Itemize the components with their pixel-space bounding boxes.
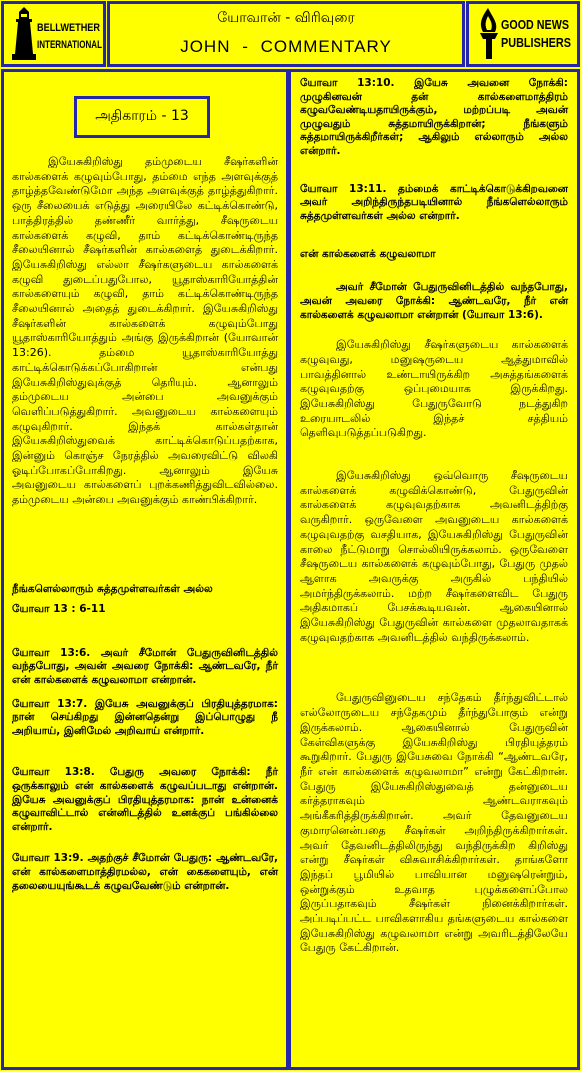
section-reference: யோவா 13 : 6-11 bbox=[12, 602, 106, 615]
title-english: JOHN - COMMENTARY bbox=[180, 37, 392, 56]
logo-right-line1: GOOD NEWS bbox=[501, 17, 570, 32]
verse-13-7: யோவா 13:7. இயேசு அவனுக்குப் பிரதியுத்தரமாக: நான் செய்கிறது இன்னதென்று இப்பொழுது நீ அறியாய், இனிமேல் அறிவாய் என்றார். bbox=[12, 697, 278, 737]
good-news-logo-graphic bbox=[469, 4, 577, 64]
chapter-label: அதிகாரம் - 13 bbox=[95, 108, 189, 124]
right-column bbox=[288, 69, 580, 1070]
logo-right-line2: PUBLISHERS bbox=[501, 35, 572, 50]
bellwether-logo-graphic bbox=[4, 4, 103, 64]
torch-icon bbox=[480, 8, 498, 59]
good-news-logo bbox=[466, 1, 580, 67]
commentary-paragraph: பேதுருவினுடைய சந்தேகம் தீர்ந்துவிட்டால் எல்லோருடைய சந்தேகமும் தீர்ந்துபோகும் என்று இருக்கலாம். ஆகையினால் பேதுருவின் கேள்விகளுக்கு இயேசுகிறிஸ்து பிரதியுத்தரம் கூறுகிறார். பேதுரு இயேசுவை நோக்கி “ஆண்டவரே, நீர் என் கால்களைக் கழுவலாமா” என்று கேட்கிறான். பேதுரு இயேசுகிறிஸ்துவைத் தன்னுடைய கர்த்தராகவும் ஆண்டவராகவும் அங்கீகரித்திருக்கிறான். அவர் தேவனுடைய குமாரனென்பதை சீஷர்கள் அறிந்திருக்கிறார்கள். அவர் தேவனிடத்திலிருந்து வந்திருக்கிற கிறிஸ்து என்று சீஷர்கள் விசுவாசிக்கிறார்கள். தாங்களோ இந்தப் பூமியில் பாவியான மனுஷரென்றும், ஒன்றுக்கும் உதவாத புழுக்களைப்போல இருப்பதாகவும் சீஷர்கள் நினைக்கிறார்கள். அப்படிப்பட்ட பாவிகளாகிய தங்களுடைய கால்களை இயேசுகிறிஸ்து கழுவலாமா என்று அவரிடத்திலேயே பேதுரு கேட்கிறான். bbox=[300, 691, 568, 955]
verse-13-11: யோவா 13:11. தம்மைக் காட்டிக்கொடுக்கிறவனை அவர் அறிந்திருந்தபடியினால் நீங்களெல்லாரும் சுத்தமுள்ளவர்கள் அல்ல என்றார். bbox=[300, 182, 568, 222]
subheading: என் கால்களைக் கழுவலாமா bbox=[300, 248, 436, 261]
commentary-paragraph: இயேசுகிறிஸ்து சீஷர்களுடைய கால்களைக் கழுவுவது, மனுஷருடைய ஆத்துமாவில் பாவத்தினால் உண்டாயிருக்கிற அசுத்தங்களைக் கழுவுவதற்கு ஒப்புமையாக இருக்கிறது. இயேசுகிறிஸ்து பேதுருவோடு நடத்துகிற உரையாடலில் இந்தச் சத்தியம் தெளிவுபடுத்தப்படுகிறது. bbox=[300, 338, 568, 440]
verse-13-10: யோவா 13:10. இயேசு அவனை நோக்கி: முழுகினவன் தன் கால்களைமாத்திரம் கழுவவேண்டியதாயிருக்கும், மற்றப்படி அவன் முழுவதும் சுத்தமாயிருக்கிறான்; நீங்களும் சுத்தமாயிருக்கிறீர்கள்; ஆகிலும் எல்லாரும் அல்ல என்றார். bbox=[300, 77, 568, 157]
section-heading: நீங்களெல்லாரும் சுத்தமுள்ளவர்கள் அல்ல bbox=[12, 582, 213, 595]
chapter-box bbox=[74, 96, 210, 138]
lighthouse-icon bbox=[12, 7, 36, 60]
intro-paragraph: இயேசுகிறிஸ்து தம்முடைய சீஷர்களின் கால்களைக் கழுவும்போது, தம்மை எந்த அளவுக்குத் தாழ்த்தவேண்டுமோ அந்த அளவுக்குத் தாழ்த்துகிறார். ஒரு சீலையைக் எடுத்து அரையிலே கட்டிக்கொண்டு, பாத்திரத்தில் தண்ணீர் வார்த்து, சீஷருடைய கால்களைக் கழுவி, தாம் கட்டிக்கொண்டிருந்த சீலையினால் சீஷர்களின் கால்களைத் துடைக்கிறார். இயேசுகிறிஸ்து எல்லா சீஷர்களுடைய கால்களைக் கழுவி துடைப்பதுபோல, யூதாஸ்காரியோத்தின் கால்களையும் கழுவி, தாம் கட்டிக்கொண்டிருந்த சீலையினால் அதைத் துடைக்கிறார். இயேசுகிறிஸ்து சீஷர்களின் கால்களைக் கழுவும்போது யூதாஸ்காரியோத்தும் அங்கு இருக்கிறான் (யோவான் 13:26). தம்மை யூதாஸ்காரியோத்து காட்டிக்கொடுக்கப்போகிறான் என்பது இயேசுகிறிஸ்துவுக்குத் தெரியும். ஆனாலும் தம்முடைய அன்பை அவனுக்கும் வெளிப்படுத்துகிறார். அவனுடைய கால்களையும் கழுவுகிறார். இந்தக் கால்கள்தான் இயேசுகிறிஸ்துவைக் காட்டிக்கொடுப்பதற்காக, இன்னும் கொஞ்ச நேரத்தில் அவரைவிட்டு விலகி ஓடிப்போகப்போகிறது. ஆனாலும் இயேசு அவனுடைய கால்களைப் புறக்கணித்துவிடவில்லை. தம்முடைய அன்பை அவனுக்கும் காண்பிக்கிறார். bbox=[12, 155, 278, 507]
left-column bbox=[1, 69, 289, 1070]
verse-13-6: யோவா 13:6. அவர் சீமோன் பேதுருவினிடத்தில் வந்தபோது, அவன் அவரை நோக்கி: ஆண்டவரே, நீர் என் கால்களைக் கழுவலாமா என்றான். bbox=[12, 646, 278, 687]
logo-left-line1: BELLWETHER bbox=[37, 22, 101, 34]
bellwether-logo bbox=[1, 1, 106, 67]
header-title-box bbox=[107, 1, 465, 67]
quote-verse: அவர் சீமோன் பேதுருவினிடத்தில் வந்தபோது, அவன் அவரை நோக்கி: ஆண்டவரே, நீர் என் கால்களைக் கழுவலாமா என்றான் (யோவா 13:6). bbox=[300, 281, 568, 321]
verse-13-9: யோவா 13:9. அதற்குச் சீமோன் பேதுரு: ஆண்டவரே, என் கால்களைமாத்திரமல்ல, என் கைகளையும், என் தலையையுங்கூடக் கழுவவேண்டும் என்றான். bbox=[12, 852, 278, 892]
commentary-paragraph: இயேசுகிறிஸ்து ஒவ்வொரு சீஷருடைய கால்களைக் கழுவிக்கொண்டு, பேதுருவின் கால்களைக் கழுவுவதற்காக அவனிடத்திற்கு வருகிறார். ஒருவேளை அவனுடைய கால்களைக் கழுவுவதற்கு வசதியாக, இயேசுகிறிஸ்து பேதுருவின் காலை நீட்டுமாறு சொல்லியிருக்கலாம். ஒருவேளை சீஷருடைய கால்களைக் கழுவும்போது, பேதுரு முதல் ஆளாக அவருக்கு அருகில் பந்தியில் அமர்ந்திருக்கலாம். மற்ற சீஷர்களைவிட பேதுரு அதிகமாகப் பேசக்கூடியவன். ஆகையினால் இயேசுகிறிஸ்து பேதுருவின் கால்களை முதலாவதாகக் கழுவுவதற்காக அவனிடத்தில் வந்திருக்கலாம். bbox=[300, 469, 568, 644]
title-tamil: யோவான் - விரிவுரை bbox=[217, 10, 355, 26]
verse-13-8: யோவா 13:8. பேதுரு அவரை நோக்கி: நீர் ஒருக்காலும் என் கால்களைக் கழுவப்படாது என்றான். இயேசு அவனுக்குப் பிரதியுத்தரமாக: நான் உன்னைக் கழுவாவிட்டால் என்னிடத்தில் உனக்குப் பங்கில்லை என்றார். bbox=[12, 766, 278, 833]
logo-left-line2: INTERNATIONAL bbox=[37, 39, 103, 51]
